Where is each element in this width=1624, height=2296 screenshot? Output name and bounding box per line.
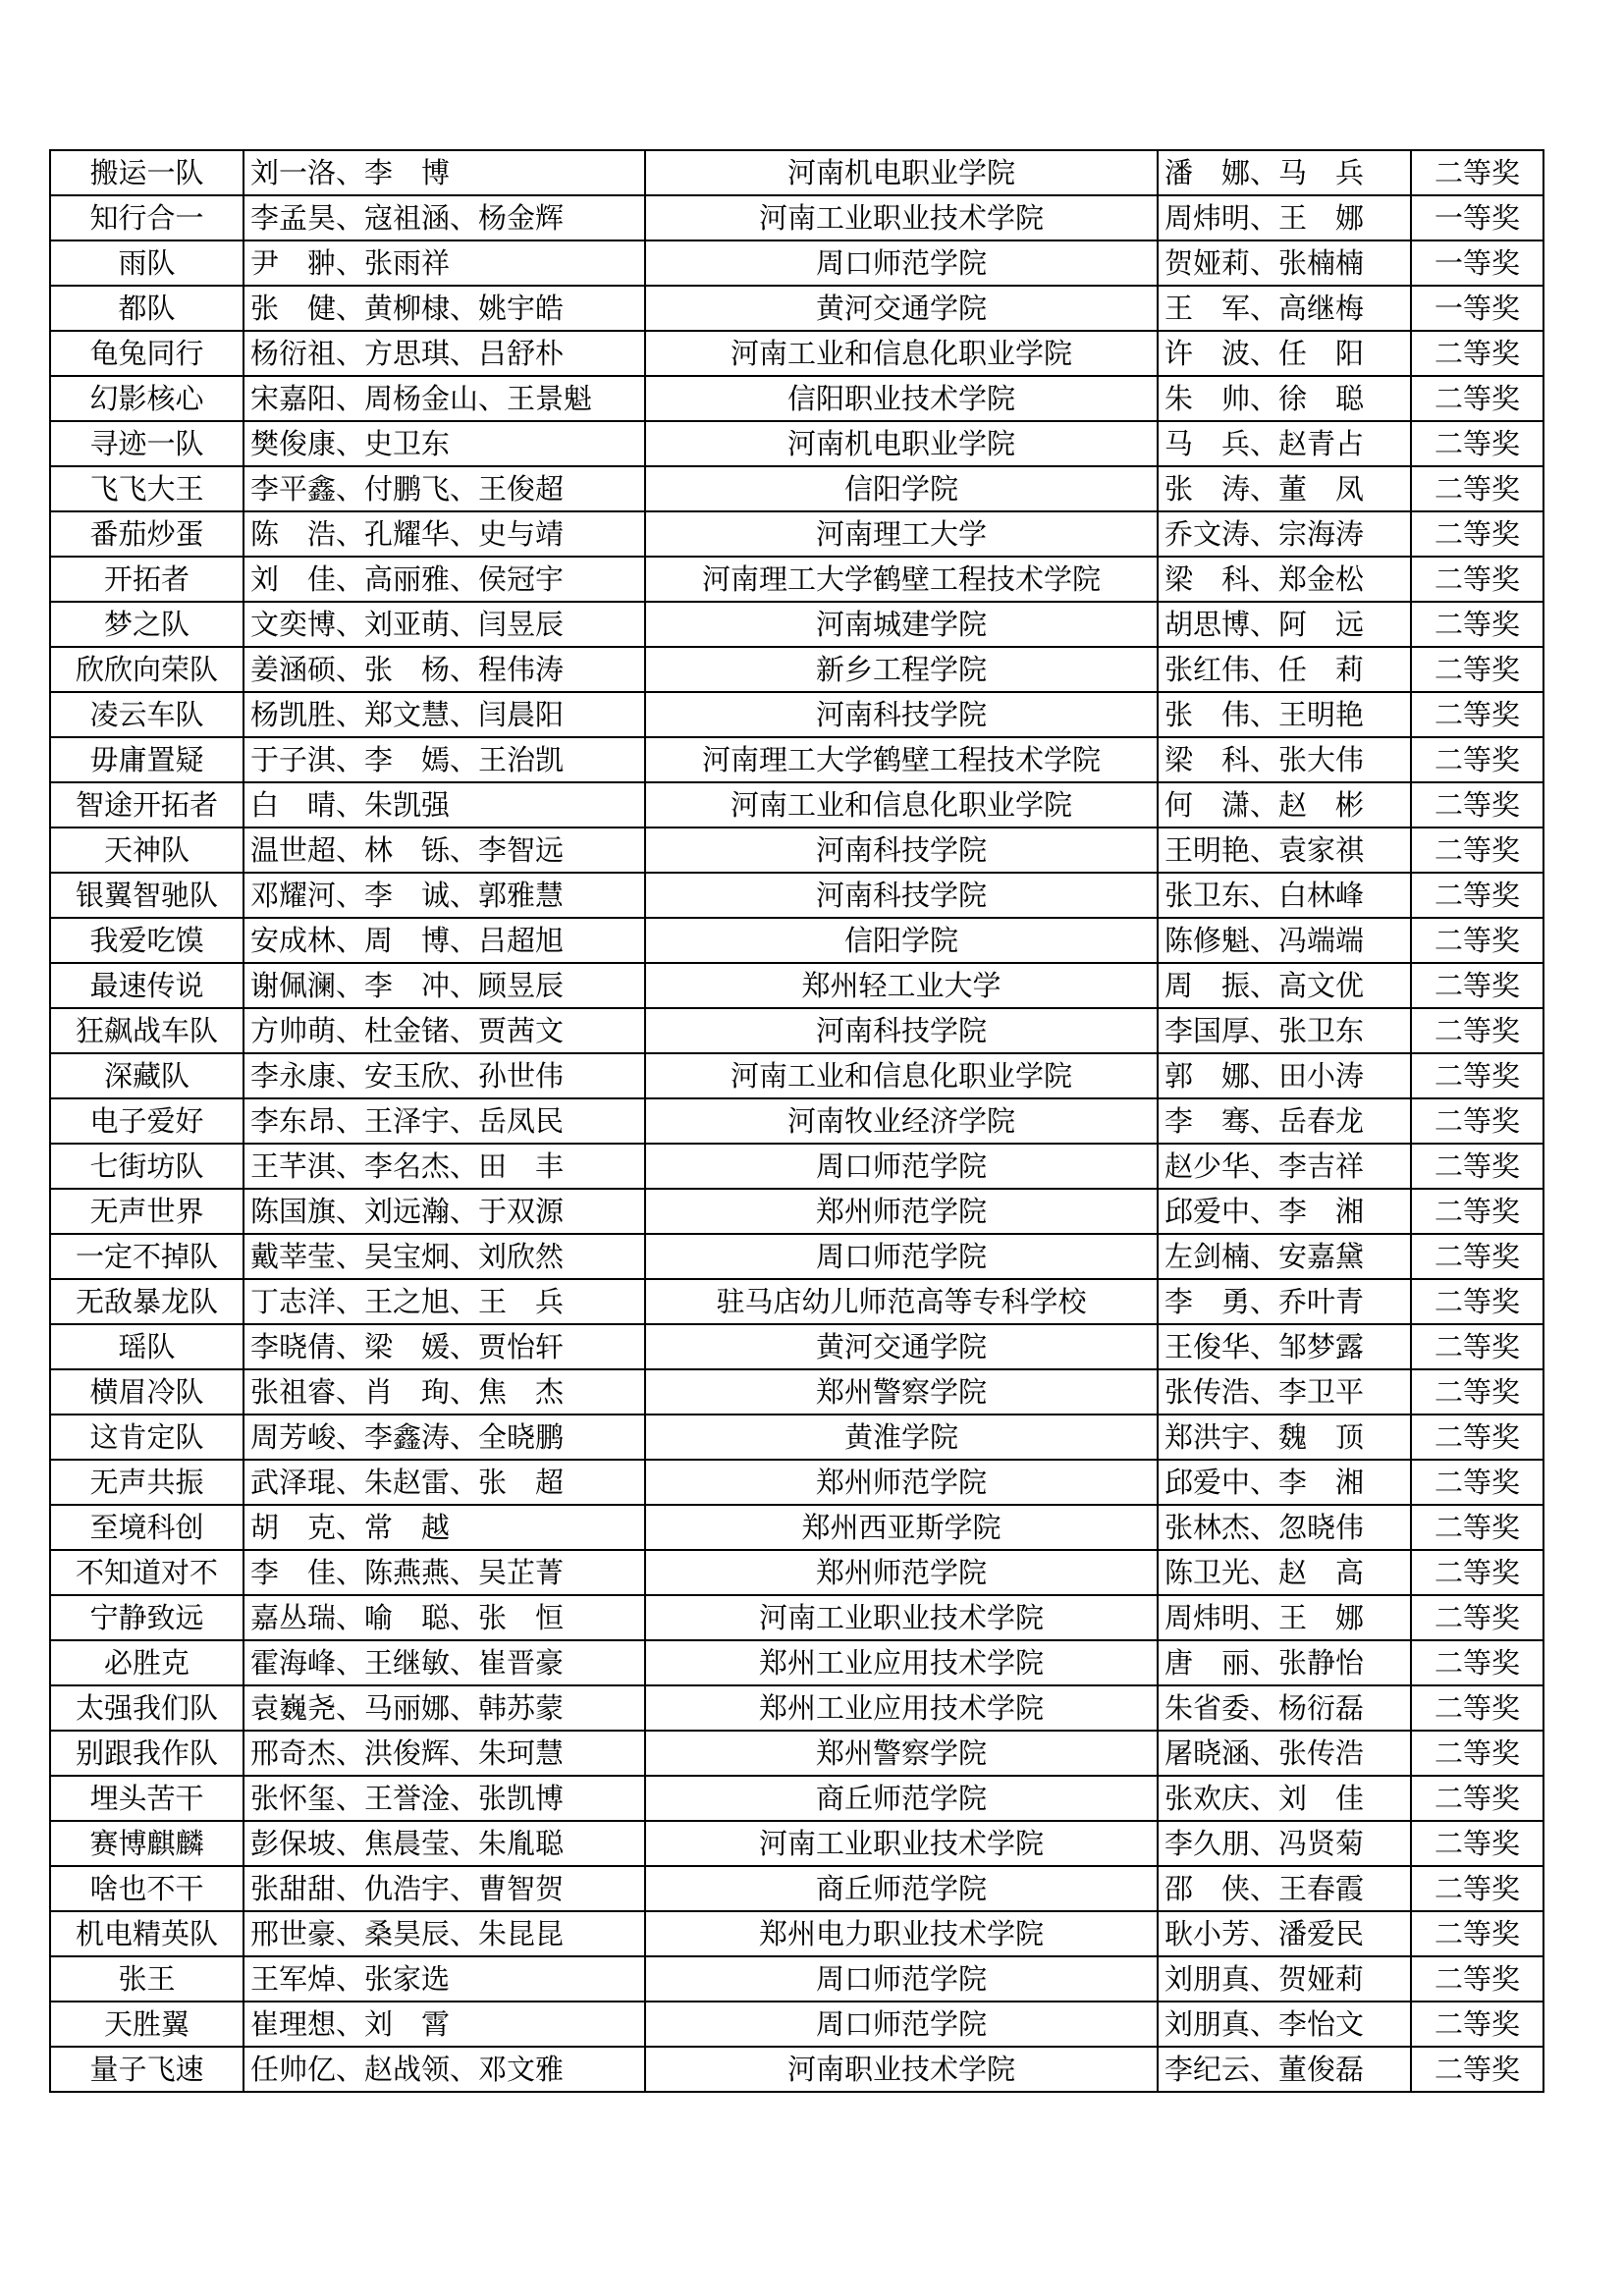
award-level-cell: 一等奖 [1411,286,1543,331]
award-level-cell: 二等奖 [1411,1008,1543,1053]
school-cell: 商丘师范学院 [645,1866,1158,1911]
members-cell: 刘一洛、李 博 [244,150,645,195]
members-cell: 任帅亿、赵战领、邓文雅 [244,2047,645,2092]
table-row [50,1821,1543,1866]
table-row [50,692,1543,737]
award-level-cell: 二等奖 [1411,602,1543,647]
award-level-cell: 二等奖 [1411,918,1543,963]
school-cell: 河南理工大学鹤壁工程技术学院 [645,737,1158,782]
table-row [50,1911,1543,1956]
team-name-cell: 这肯定队 [50,1415,244,1460]
award-level-cell: 二等奖 [1411,2047,1543,2092]
team-name-cell: 最速传说 [50,963,244,1008]
members-cell: 白 晴、朱凯强 [244,782,645,828]
school-cell: 河南职业技术学院 [645,2047,1158,2092]
table-row [50,1098,1543,1144]
advisors-cell: 耿小芳、潘爱民 [1158,1911,1411,1956]
advisors-cell: 郑洪宇、魏 顶 [1158,1415,1411,1460]
award-level-cell: 二等奖 [1411,692,1543,737]
members-cell: 戴莘莹、吴宝炯、刘欣然 [244,1234,645,1279]
award-level-cell: 二等奖 [1411,1415,1543,1460]
advisors-cell: 张卫东、白林峰 [1158,873,1411,918]
advisors-cell: 张 涛、董 凤 [1158,466,1411,511]
table-row [50,1279,1543,1324]
award-level-cell: 二等奖 [1411,1369,1543,1415]
school-cell: 河南机电职业学院 [645,150,1158,195]
award-level-cell: 二等奖 [1411,1279,1543,1324]
advisors-cell: 何 潇、赵 彬 [1158,782,1411,828]
members-cell: 霍海峰、王继敏、崔晋豪 [244,1640,645,1685]
award-level-cell: 二等奖 [1411,1640,1543,1685]
advisors-cell: 周炜明、王 娜 [1158,1595,1411,1640]
team-name-cell: 至境科创 [50,1505,244,1550]
team-name-cell: 我爱吃馍 [50,918,244,963]
advisors-cell: 陈卫光、赵 高 [1158,1550,1411,1595]
team-name-cell: 梦之队 [50,602,244,647]
table-row [50,1776,1543,1821]
members-cell: 胡 克、常 越 [244,1505,645,1550]
school-cell: 周口师范学院 [645,1956,1158,2002]
members-cell: 王芊淇、李名杰、田 丰 [244,1144,645,1189]
advisors-cell: 张欢庆、刘 佳 [1158,1776,1411,1821]
advisors-cell: 张传浩、李卫平 [1158,1369,1411,1415]
table-row [50,828,1543,873]
school-cell: 黄淮学院 [645,1415,1158,1460]
school-cell: 郑州工业应用技术学院 [645,1685,1158,1731]
school-cell: 河南工业职业技术学院 [645,1821,1158,1866]
table-row [50,1234,1543,1279]
table-row [50,1053,1543,1098]
award-level-cell: 二等奖 [1411,1956,1543,2002]
award-level-cell: 二等奖 [1411,1234,1543,1279]
table-row [50,1595,1543,1640]
members-cell: 陈国旗、刘远瀚、于双源 [244,1189,645,1234]
award-level-cell: 二等奖 [1411,511,1543,557]
award-level-cell: 二等奖 [1411,647,1543,692]
school-cell: 河南理工大学鹤壁工程技术学院 [645,557,1158,602]
advisors-cell: 唐 丽、张静怡 [1158,1640,1411,1685]
team-name-cell: 埋头苦干 [50,1776,244,1821]
school-cell: 河南科技学院 [645,873,1158,918]
members-cell: 武泽琨、朱赵雷、张 超 [244,1460,645,1505]
school-cell: 周口师范学院 [645,1234,1158,1279]
school-cell: 郑州轻工业大学 [645,963,1158,1008]
advisors-cell: 王 军、高继梅 [1158,286,1411,331]
team-name-cell: 开拓者 [50,557,244,602]
team-name-cell: 幻影核心 [50,376,244,421]
table-row [50,1008,1543,1053]
award-level-cell: 二等奖 [1411,1324,1543,1369]
school-cell: 郑州警察学院 [645,1369,1158,1415]
award-level-cell: 二等奖 [1411,421,1543,466]
school-cell: 河南工业和信息化职业学院 [645,1053,1158,1098]
award-level-cell: 二等奖 [1411,963,1543,1008]
team-name-cell: 啥也不干 [50,1866,244,1911]
school-cell: 周口师范学院 [645,1144,1158,1189]
members-cell: 温世超、林 铄、李智远 [244,828,645,873]
award-level-cell: 二等奖 [1411,1731,1543,1776]
team-name-cell: 一定不掉队 [50,1234,244,1279]
award-level-cell: 二等奖 [1411,1053,1543,1098]
advisors-cell: 朱 帅、徐 聪 [1158,376,1411,421]
table-row [50,2002,1543,2047]
school-cell: 郑州师范学院 [645,1189,1158,1234]
table-row [50,150,1543,195]
advisors-cell: 刘朋真、贺娅莉 [1158,1956,1411,2002]
advisors-cell: 朱省委、杨衍磊 [1158,1685,1411,1731]
members-cell: 樊俊康、史卫东 [244,421,645,466]
table-row [50,1731,1543,1776]
members-cell: 李平鑫、付鹏飞、王俊超 [244,466,645,511]
school-cell: 黄河交通学院 [645,1324,1158,1369]
advisors-cell: 周 振、高文优 [1158,963,1411,1008]
team-name-cell: 量子飞速 [50,2047,244,2092]
members-cell: 尹 翀、张雨祥 [244,240,645,286]
table-row [50,1550,1543,1595]
award-level-cell: 二等奖 [1411,873,1543,918]
table-row [50,873,1543,918]
advisors-cell: 屠晓涵、张传浩 [1158,1731,1411,1776]
members-cell: 周芳峻、李鑫涛、全晓鹏 [244,1415,645,1460]
team-name-cell: 深藏队 [50,1053,244,1098]
team-name-cell: 张王 [50,1956,244,2002]
members-cell: 杨衍祖、方思琪、吕舒朴 [244,331,645,376]
award-level-cell: 二等奖 [1411,1505,1543,1550]
table-row [50,1189,1543,1234]
award-level-cell: 二等奖 [1411,1866,1543,1911]
members-cell: 邢世豪、桑昊辰、朱昆昆 [244,1911,645,1956]
advisors-cell: 王俊华、邹梦露 [1158,1324,1411,1369]
award-level-cell: 二等奖 [1411,1550,1543,1595]
school-cell: 河南工业职业技术学院 [645,1595,1158,1640]
award-level-cell: 二等奖 [1411,1685,1543,1731]
members-cell: 文奕博、刘亚萌、闫昱辰 [244,602,645,647]
school-cell: 河南城建学院 [645,602,1158,647]
advisors-cell: 张红伟、任 莉 [1158,647,1411,692]
members-cell: 刘 佳、高丽雅、侯冠宇 [244,557,645,602]
advisors-cell: 张 伟、王明艳 [1158,692,1411,737]
advisors-cell: 贺娅莉、张楠楠 [1158,240,1411,286]
members-cell: 陈 浩、孔耀华、史与靖 [244,511,645,557]
team-name-cell: 电子爱好 [50,1098,244,1144]
members-cell: 姜涵硕、张 杨、程伟涛 [244,647,645,692]
advisors-cell: 周炜明、王 娜 [1158,195,1411,240]
table-row [50,511,1543,557]
members-cell: 宋嘉阳、周杨金山、王景魁 [244,376,645,421]
school-cell: 河南机电职业学院 [645,421,1158,466]
members-cell: 安成林、周 博、吕超旭 [244,918,645,963]
table-row [50,1505,1543,1550]
school-cell: 郑州电力职业技术学院 [645,1911,1158,1956]
school-cell: 河南科技学院 [645,1008,1158,1053]
advisors-cell: 李 骞、岳春龙 [1158,1098,1411,1144]
team-name-cell: 银翼智驰队 [50,873,244,918]
team-name-cell: 龟兔同行 [50,331,244,376]
school-cell: 河南工业职业技术学院 [645,195,1158,240]
table-row [50,1640,1543,1685]
team-name-cell: 七街坊队 [50,1144,244,1189]
team-name-cell: 瑶队 [50,1324,244,1369]
team-name-cell: 雨队 [50,240,244,286]
team-name-cell: 智途开拓者 [50,782,244,828]
members-cell: 邢奇杰、洪俊辉、朱珂慧 [244,1731,645,1776]
members-cell: 李 佳、陈燕燕、吴芷菁 [244,1550,645,1595]
school-cell: 周口师范学院 [645,2002,1158,2047]
team-name-cell: 机电精英队 [50,1911,244,1956]
award-level-cell: 二等奖 [1411,1595,1543,1640]
school-cell: 河南工业和信息化职业学院 [645,331,1158,376]
team-name-cell: 横眉冷队 [50,1369,244,1415]
school-cell: 郑州西亚斯学院 [645,1505,1158,1550]
award-level-cell: 二等奖 [1411,1189,1543,1234]
team-name-cell: 狂飙战车队 [50,1008,244,1053]
award-level-cell: 二等奖 [1411,2002,1543,2047]
team-name-cell: 毋庸置疑 [50,737,244,782]
members-cell: 彭保坡、焦晨莹、朱胤聪 [244,1821,645,1866]
members-cell: 方帅萌、杜金锗、贾茜文 [244,1008,645,1053]
table-row [50,918,1543,963]
school-cell: 信阳职业技术学院 [645,376,1158,421]
members-cell: 李永康、安玉欣、孙世伟 [244,1053,645,1098]
team-name-cell: 宁静致远 [50,1595,244,1640]
table-row [50,1866,1543,1911]
award-level-cell: 二等奖 [1411,1460,1543,1505]
school-cell: 郑州师范学院 [645,1550,1158,1595]
award-level-cell: 二等奖 [1411,1821,1543,1866]
award-level-cell: 二等奖 [1411,782,1543,828]
award-level-cell: 二等奖 [1411,1144,1543,1189]
team-name-cell: 飞飞大王 [50,466,244,511]
members-cell: 丁志洋、王之旭、王 兵 [244,1279,645,1324]
advisors-cell: 乔文涛、宗海涛 [1158,511,1411,557]
members-cell: 杨凯胜、郑文慧、闫晨阳 [244,692,645,737]
table-row [50,2047,1543,2092]
advisors-cell: 张林杰、忽晓伟 [1158,1505,1411,1550]
school-cell: 河南牧业经济学院 [645,1098,1158,1144]
advisors-cell: 陈修魁、冯端端 [1158,918,1411,963]
table-row [50,1685,1543,1731]
team-name-cell: 知行合一 [50,195,244,240]
members-cell: 崔理想、刘 霄 [244,2002,645,2047]
table-row [50,1144,1543,1189]
members-cell: 张甜甜、仇浩宇、曹智贺 [244,1866,645,1911]
table-row [50,1324,1543,1369]
table-row [50,963,1543,1008]
award-table-body [50,150,1543,2092]
school-cell: 周口师范学院 [645,240,1158,286]
team-name-cell: 寻迹一队 [50,421,244,466]
advisors-cell: 赵少华、李吉祥 [1158,1144,1411,1189]
school-cell: 郑州警察学院 [645,1731,1158,1776]
award-level-cell: 二等奖 [1411,828,1543,873]
school-cell: 新乡工程学院 [645,647,1158,692]
advisors-cell: 左剑楠、安嘉黛 [1158,1234,1411,1279]
school-cell: 商丘师范学院 [645,1776,1158,1821]
advisors-cell: 李纪云、董俊磊 [1158,2047,1411,2092]
school-cell: 信阳学院 [645,466,1158,511]
award-level-cell: 一等奖 [1411,195,1543,240]
table-row [50,1415,1543,1460]
advisors-cell: 刘朋真、李怡文 [1158,2002,1411,2047]
members-cell: 张祖睿、肖 珣、焦 杰 [244,1369,645,1415]
advisors-cell: 梁 科、张大伟 [1158,737,1411,782]
team-name-cell: 天胜翼 [50,2002,244,2047]
advisors-cell: 邱爱中、李 湘 [1158,1189,1411,1234]
award-level-cell: 二等奖 [1411,1776,1543,1821]
school-cell: 河南科技学院 [645,828,1158,873]
team-name-cell: 凌云车队 [50,692,244,737]
team-name-cell: 必胜克 [50,1640,244,1685]
table-row [50,421,1543,466]
advisors-cell: 邱爱中、李 湘 [1158,1460,1411,1505]
members-cell: 邓耀河、李 诚、郭雅慧 [244,873,645,918]
table-row [50,647,1543,692]
table-row [50,557,1543,602]
school-cell: 河南理工大学 [645,511,1158,557]
advisors-cell: 李国厚、张卫东 [1158,1008,1411,1053]
table-row [50,602,1543,647]
award-level-cell: 二等奖 [1411,1098,1543,1144]
advisors-cell: 许 波、任 阳 [1158,331,1411,376]
table-row [50,286,1543,331]
members-cell: 李孟昊、寇祖涵、杨金辉 [244,195,645,240]
members-cell: 张怀玺、王誉淦、张凯博 [244,1776,645,1821]
members-cell: 王军焯、张家选 [244,1956,645,2002]
members-cell: 李东昂、王泽宇、岳凤民 [244,1098,645,1144]
advisors-cell: 李久朋、冯贤菊 [1158,1821,1411,1866]
table-row [50,1460,1543,1505]
advisors-cell: 潘 娜、马 兵 [1158,150,1411,195]
team-name-cell: 番茄炒蛋 [50,511,244,557]
award-level-cell: 二等奖 [1411,331,1543,376]
school-cell: 河南工业和信息化职业学院 [645,782,1158,828]
advisors-cell: 王明艳、袁家祺 [1158,828,1411,873]
award-level-cell: 二等奖 [1411,557,1543,602]
school-cell: 郑州师范学院 [645,1460,1158,1505]
advisors-cell: 郭 娜、田小涛 [1158,1053,1411,1098]
team-name-cell: 不知道对不 [50,1550,244,1595]
team-name-cell: 别跟我作队 [50,1731,244,1776]
table-row [50,737,1543,782]
advisors-cell: 梁 科、郑金松 [1158,557,1411,602]
members-cell: 于子淇、李 嫣、王治凯 [244,737,645,782]
members-cell: 李晓倩、梁 媛、贾怡轩 [244,1324,645,1369]
award-level-cell: 二等奖 [1411,150,1543,195]
advisors-cell: 胡思博、阿 远 [1158,602,1411,647]
team-name-cell: 无敌暴龙队 [50,1279,244,1324]
table-row [50,376,1543,421]
team-name-cell: 无声共振 [50,1460,244,1505]
award-level-cell: 二等奖 [1411,376,1543,421]
award-level-cell: 二等奖 [1411,466,1543,511]
school-cell: 郑州工业应用技术学院 [645,1640,1158,1685]
team-name-cell: 天神队 [50,828,244,873]
award-level-cell: 一等奖 [1411,240,1543,286]
table-row [50,782,1543,828]
advisors-cell: 马 兵、赵青占 [1158,421,1411,466]
table-row [50,331,1543,376]
award-table [49,149,1544,2093]
members-cell: 谢佩澜、李 冲、顾昱辰 [244,963,645,1008]
school-cell: 信阳学院 [645,918,1158,963]
advisors-cell: 李 勇、乔叶青 [1158,1279,1411,1324]
team-name-cell: 搬运一队 [50,150,244,195]
school-cell: 黄河交通学院 [645,286,1158,331]
team-name-cell: 都队 [50,286,244,331]
team-name-cell: 无声世界 [50,1189,244,1234]
table-row [50,1956,1543,2002]
award-level-cell: 二等奖 [1411,737,1543,782]
table-row [50,240,1543,286]
table-row [50,1369,1543,1415]
team-name-cell: 欣欣向荣队 [50,647,244,692]
advisors-cell: 邵 侠、王春霞 [1158,1866,1411,1911]
award-level-cell: 二等奖 [1411,1911,1543,1956]
team-name-cell: 赛博麒麟 [50,1821,244,1866]
school-cell: 驻马店幼儿师范高等专科学校 [645,1279,1158,1324]
members-cell: 张 健、黄柳棣、姚宇皓 [244,286,645,331]
school-cell: 河南科技学院 [645,692,1158,737]
team-name-cell: 太强我们队 [50,1685,244,1731]
table-row [50,466,1543,511]
table-row [50,195,1543,240]
members-cell: 袁巍尧、马丽娜、韩苏蒙 [244,1685,645,1731]
members-cell: 嘉丛瑞、喻 聪、张 恒 [244,1595,645,1640]
